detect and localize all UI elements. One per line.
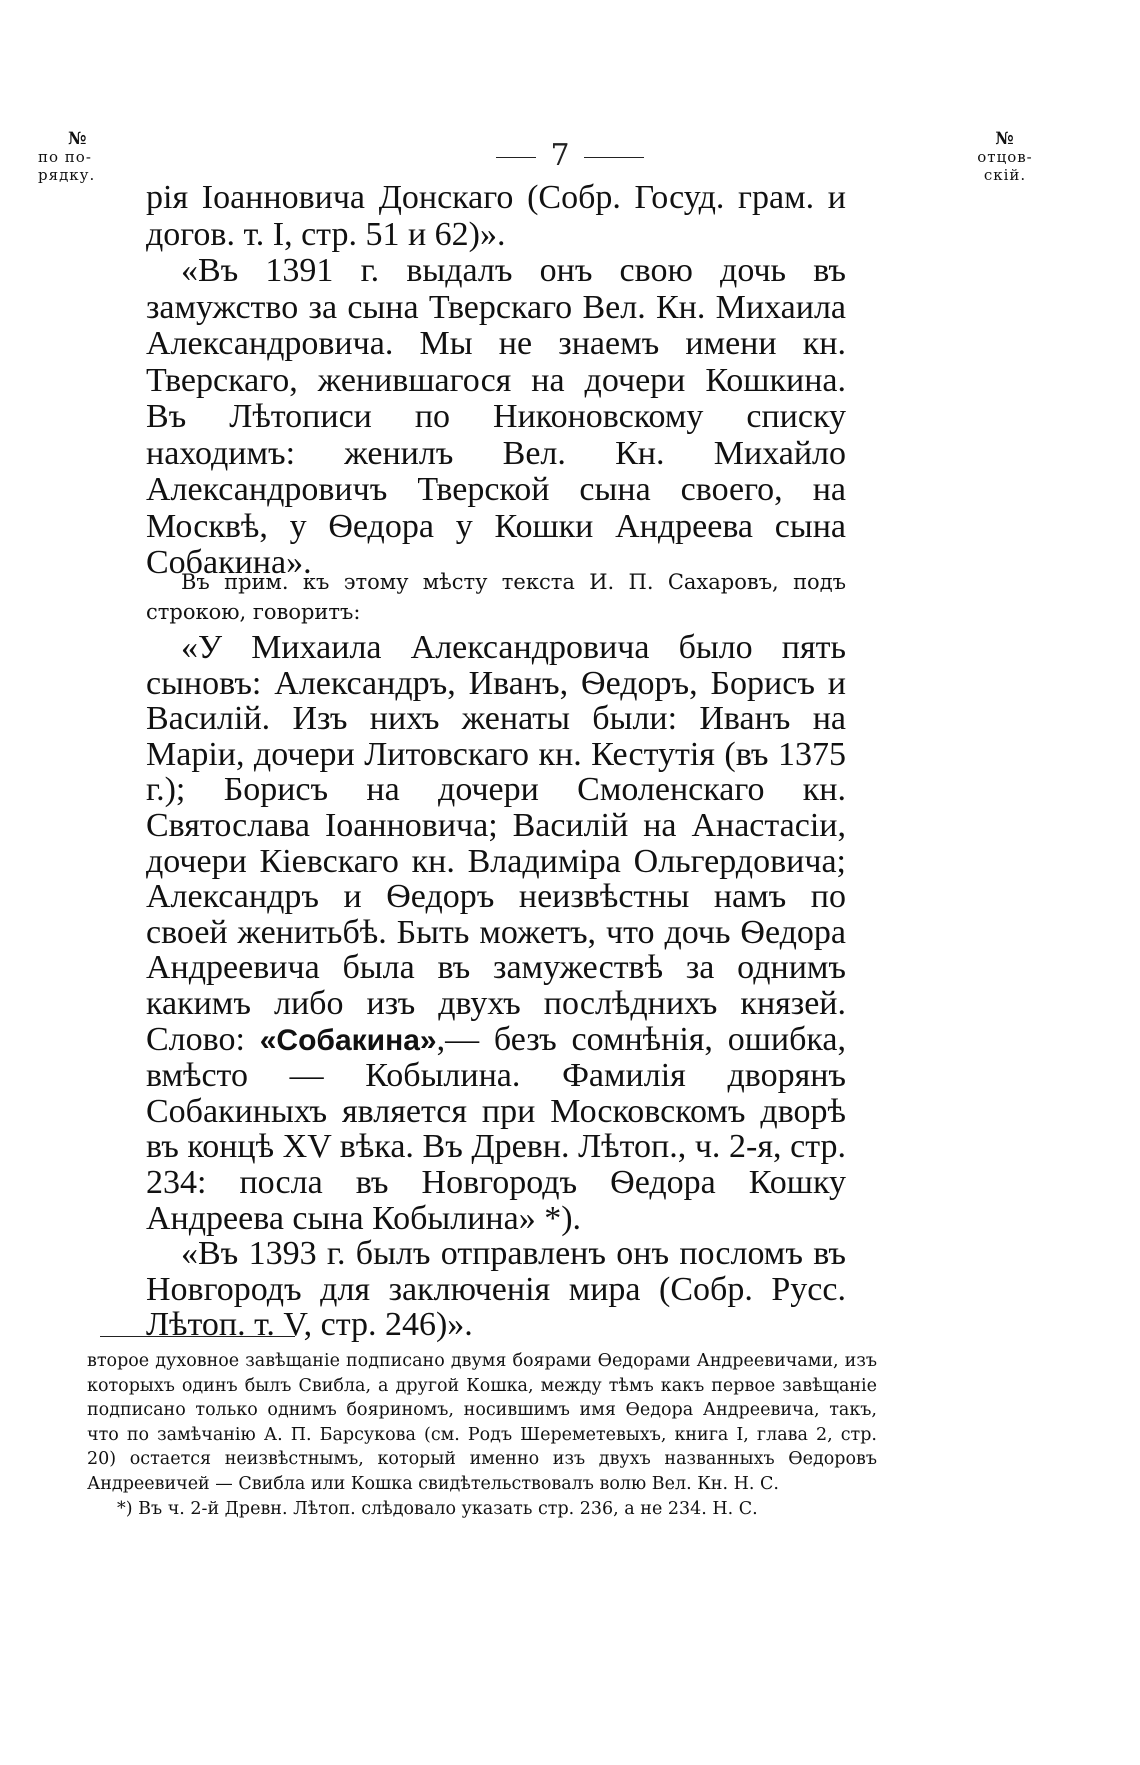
margin-header-left-line2: рядку. — [38, 166, 96, 184]
quote-text: «У Михаила Александровича было пять сыновъ: Александръ, Иванъ, Ѳедоръ, Борисъ и Василій. Изъ нихъ женаты были: Иванъ на Маріи, дочери Литовскаго кн. Кестутія (въ 1375 г.); Борисъ на дочери Смоленскаго кн. Святослава Іоанновича; Василій на Анастасіи, дочери Кіевскаго кн. Владиміра Ольгердовича; Александръ и Ѳедоръ неизвѣстны намъ по своей женитьбѣ. Быть можетъ, что дочь Ѳедора Андреевича была въ замужествѣ за однимъ какимъ либо изъ двухъ послѣднихъ князей. Слово: — [146, 629, 846, 1058]
margin-header-right-line2: скій. — [983, 166, 1027, 184]
margin-header-right-line1: отцов- — [977, 148, 1033, 166]
divider — [584, 157, 644, 158]
page-number-line — [0, 138, 1140, 173]
margin-header-left-line1: по по- — [38, 148, 92, 166]
page-number: 7 — [550, 138, 570, 173]
emphasized-word: «Собакина» — [259, 1023, 437, 1057]
footnotes — [87, 1349, 877, 1521]
footnote-asterisk: *) Въ ч. 2-й Древн. Лѣтоп. слѣдовало указать стр. 236, а не 234. Н. С. — [117, 1498, 758, 1519]
paragraph: «Въ 1391 г. выдалъ онъ свою дочь въ замужство за сына Тверскаго Вел. Кн. Михаила Александровича. Мы не знаемъ имени кн. Тверскаго, женившагося на дочери Кошкина. Въ Лѣтописи по Никоновскому списку находимъ: женилъ Вел. Кн. Михайло Александровичъ Тверской сына своего, на Москвѣ, у Ѳедора у Кошки Андреева сына Собакина». — [146, 252, 846, 581]
paragraph: рія Іоанновича Донскаго (Собр. Госуд. грам. и догов. т. I, стр. 51 и 62)». — [146, 179, 846, 253]
margin-header-right — [970, 130, 1040, 184]
editor-note — [146, 567, 846, 627]
note-text: Въ прим. къ этому мѣсту текста И. П. Сахаровъ, подъ строкою, говоритъ: — [146, 570, 846, 624]
main-text — [146, 180, 846, 582]
footnote-continuation: второе духовное завѣщаніе подписано двумя боярами Ѳедорами Андреевичами, изъ которыхъ одинъ былъ Свибла, а другой Кошка, между тѣмъ какъ первое завѣщаніе подписано только однимъ бояриномъ, носившимъ имя Ѳедора Андреевича, такъ, что по замѣчанію А. П. Барсукова (см. Родъ Шереметевыхъ, книга I, глава 2, стр. 20) остается неизвѣстнымъ, который именно изъ двухъ названныхъ Ѳедоровъ Андреевичей — Свибла или Кошка свидѣтельствовалъ волю Вел. Кн. Н. С. — [87, 1351, 877, 1494]
number-sign: № — [995, 129, 1015, 149]
footnote-rule — [100, 1336, 295, 1337]
quoted-text — [146, 630, 846, 1343]
paragraph: «Въ 1393 г. былъ отправленъ онъ посломъ въ Новгородъ для заключенія мира (Собр. Русс. Лѣтоп. т. V, стр. 246)». — [146, 1235, 846, 1344]
quote-text: ,— безъ сомнѣнія, ошибка, вмѣсто — Кобылина. Фамилія дворянъ Собакиныхъ является при Московскомъ дворѣ въ концѣ XV вѣка. Въ Древн. Лѣтоп., ч. 2-я, стр. 234: посла въ Новгородъ Ѳедора Кошку Андреева сына Кобылина» *). — [146, 1020, 847, 1237]
divider — [496, 157, 536, 158]
number-sign: № — [68, 129, 88, 149]
paragraph — [146, 630, 846, 1236]
